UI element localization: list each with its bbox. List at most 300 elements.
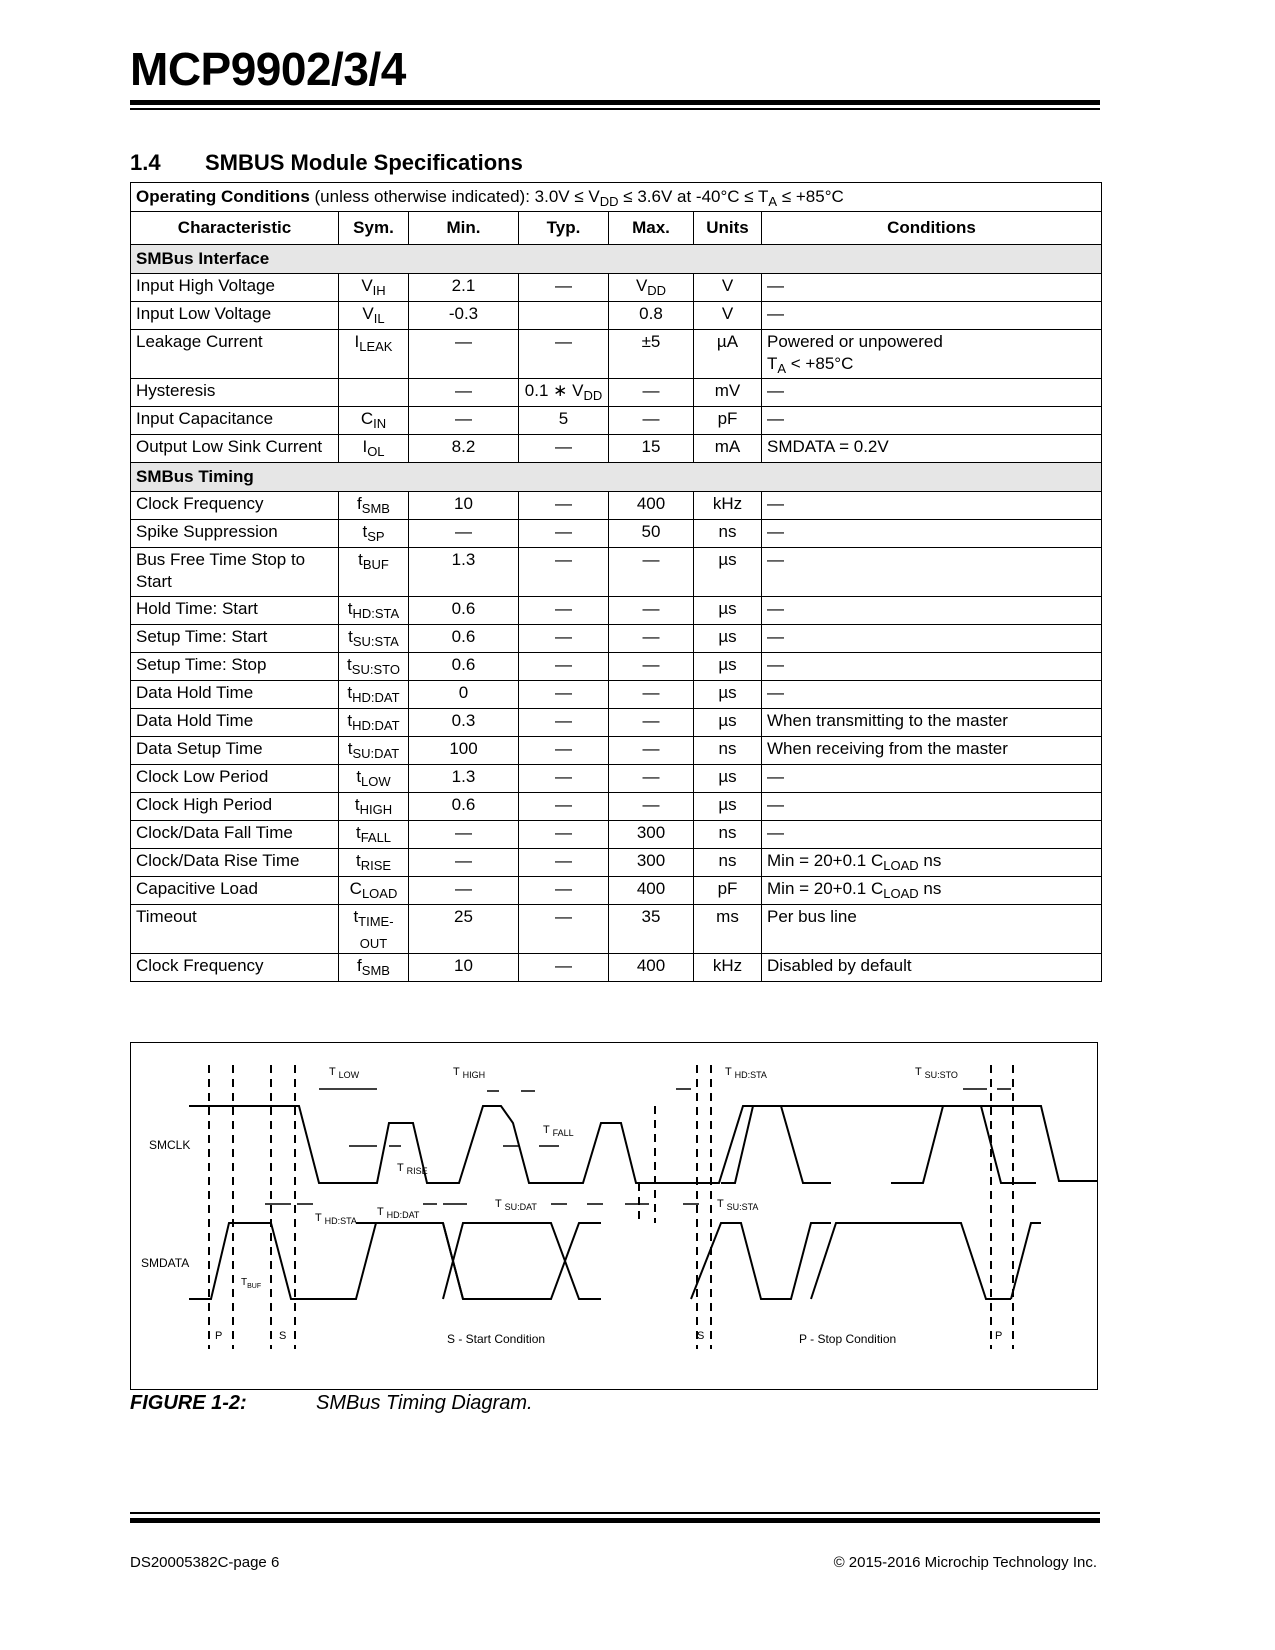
cond-sub: LOAD (883, 886, 919, 901)
symbol-text: t (348, 627, 353, 646)
cell-min: 1.3 (409, 548, 519, 597)
symbol-text: f (357, 956, 362, 975)
cell-symbol (339, 302, 409, 330)
cond-text: — (767, 627, 784, 646)
cell-max (609, 954, 694, 982)
symbol-sub: HD:STA (352, 606, 400, 621)
cell-characteristic: Timeout (131, 905, 339, 954)
symbol-text: t (355, 823, 361, 842)
cell-units: µA (694, 330, 762, 379)
cell-characteristic: Setup Time: Start (131, 625, 339, 653)
typ-text: — (555, 711, 572, 730)
figure-label: FIGURE 1-2: (130, 1392, 247, 1414)
cell-symbol (339, 737, 409, 765)
max-text: 400 (636, 879, 666, 898)
symbol-text: t (354, 795, 360, 814)
cell-max (609, 793, 694, 821)
max-sub: DD (647, 283, 667, 298)
table-row (131, 407, 1102, 435)
symbol-text: t (362, 522, 368, 541)
diagram-guides (209, 1065, 1013, 1349)
cell-max (609, 877, 694, 905)
cell-min: — (409, 849, 519, 877)
cell-characteristic: Bus Free Time Stop to Start (131, 548, 339, 597)
cell-units: kHz (694, 492, 762, 520)
cell-units: µs (694, 597, 762, 625)
p-label-left: P (215, 1330, 223, 1342)
max-text: 300 (636, 823, 666, 842)
cell-characteristic: Spike Suppression (131, 520, 339, 548)
max-text: — (642, 711, 660, 730)
cell-min: 2.1 (409, 274, 519, 302)
symbol-text: t (347, 655, 352, 674)
cond-text: — (767, 683, 784, 702)
cell-max (609, 681, 694, 709)
s-label-right: S (697, 1330, 705, 1342)
cell-typ (519, 302, 609, 330)
footer-rule-thick (130, 1518, 1100, 1523)
cell-conditions (762, 905, 1102, 954)
symbol-sub: OL (367, 444, 385, 459)
cell-units: µs (694, 625, 762, 653)
cell-min: 0.6 (409, 793, 519, 821)
symbol-text: t (355, 851, 361, 870)
operating-conditions-label: Operating Conditions (136, 187, 310, 206)
max-text: — (642, 683, 660, 702)
cell-typ (519, 379, 609, 407)
cell-typ (519, 737, 609, 765)
cell-units: ns (694, 737, 762, 765)
smbus-spec-table (130, 182, 1102, 982)
header-min: Min. (409, 212, 519, 245)
symbol-text: t (347, 683, 353, 702)
cell-units: ms (694, 905, 762, 954)
symbol-text: f (357, 494, 362, 513)
table-row (131, 737, 1102, 765)
symbol-sub: LOW (361, 774, 391, 789)
cell-min: 0 (409, 681, 519, 709)
cond2-sub: A (777, 361, 787, 376)
cell-min: — (409, 520, 519, 548)
timing-diagram-box (130, 1042, 1098, 1390)
cell-symbol (339, 407, 409, 435)
cell-conditions (762, 793, 1102, 821)
symbol-text: C (360, 409, 374, 428)
cell-units: ns (694, 520, 762, 548)
cell-conditions (762, 653, 1102, 681)
section-title: SMBUS Module Specifications (205, 150, 523, 175)
smdata-waveform-7 (1011, 1223, 1041, 1299)
symbol-text: t (353, 907, 359, 926)
symbol-text: t (347, 599, 353, 618)
header-units: Units (694, 212, 762, 245)
symbol-sub: SU:STA (352, 634, 399, 649)
cell-symbol (339, 765, 409, 793)
operating-conditions-text: ≤ 3.6V at -40°C ≤ T (618, 187, 769, 206)
cell-min: 25 (409, 905, 519, 954)
smclk-waveform-3 (891, 1106, 1036, 1183)
symbol-sub: SU:DAT (352, 746, 400, 761)
smbus-timing-diagram (131, 1043, 1097, 1389)
cell-symbol (339, 330, 409, 379)
symbol-text: I (354, 332, 360, 351)
max-text: — (642, 550, 660, 569)
section-number: 1.4 (130, 150, 161, 175)
symbol-sub: RISE (360, 858, 392, 873)
cell-units: kHz (694, 954, 762, 982)
table-row (131, 905, 1102, 954)
cell-characteristic: Clock Frequency (131, 954, 339, 982)
cell-conditions (762, 954, 1102, 982)
table-row (131, 597, 1102, 625)
cell-characteristic: Hysteresis (131, 379, 339, 407)
cell-symbol (339, 793, 409, 821)
typ-sub: DD (583, 388, 603, 403)
typ-text: — (555, 907, 572, 926)
figure-caption-text: SMBus Timing Diagram. (316, 1392, 533, 1414)
cell-typ (519, 407, 609, 435)
cell-conditions (762, 330, 1102, 379)
max-text: — (642, 409, 660, 428)
symbol-sub: SP (367, 529, 385, 544)
cell-characteristic: Data Setup Time (131, 737, 339, 765)
t-fall-label: T $_{FALL}$ (543, 1124, 574, 1138)
max-text: — (642, 381, 660, 400)
header-characteristic: Characteristic (131, 212, 339, 245)
cond-sub: LOAD (883, 858, 919, 873)
typ-text: — (555, 332, 572, 351)
p-label-right: P (995, 1330, 1003, 1342)
smclk-waveform (189, 1106, 1097, 1183)
cell-max (609, 737, 694, 765)
cell-units: V (694, 302, 762, 330)
table-row (131, 379, 1102, 407)
cell-min: 0.6 (409, 653, 519, 681)
table-row (131, 625, 1102, 653)
table-row (131, 330, 1102, 379)
cell-units: µs (694, 681, 762, 709)
t-hd-sta-label: T $_{HD:STA}$ (315, 1212, 357, 1226)
cell-symbol (339, 625, 409, 653)
cell-min: 0.6 (409, 625, 519, 653)
cell-symbol (339, 954, 409, 982)
cond-text: Min = 20+0.1 C (767, 879, 884, 898)
cell-units: mV (694, 379, 762, 407)
cond-text: Min = 20+0.1 C (767, 851, 884, 870)
table-row (131, 681, 1102, 709)
cell-conditions (762, 765, 1102, 793)
typ-text: — (555, 795, 572, 814)
cell-typ (519, 274, 609, 302)
operating-conditions-row (131, 183, 1102, 212)
t-high-label: T $_{HIGH}$ (453, 1066, 486, 1080)
cell-min: — (409, 877, 519, 905)
cell-min: -0.3 (409, 302, 519, 330)
cond-text: — (767, 550, 784, 569)
footer-copyright: © 2015-2016 Microchip Technology Inc. (833, 1554, 1097, 1571)
cell-typ (519, 653, 609, 681)
cell-characteristic: Data Hold Time (131, 681, 339, 709)
cell-symbol (339, 597, 409, 625)
table-row (131, 274, 1102, 302)
cell-typ (519, 849, 609, 877)
table-row (131, 793, 1102, 821)
table-row (131, 821, 1102, 849)
header-sym: Sym. (339, 212, 409, 245)
cell-min: 0.3 (409, 709, 519, 737)
cond-text: — (767, 304, 784, 323)
cell-conditions (762, 737, 1102, 765)
cell-typ (519, 793, 609, 821)
smclk-label: SMCLK (149, 1138, 191, 1152)
symbol-sub: HD:DAT (352, 718, 400, 733)
table-row (131, 849, 1102, 877)
cell-characteristic: Hold Time: Start (131, 597, 339, 625)
cell-symbol (339, 905, 409, 954)
cell-characteristic: Output Low Sink Current (131, 435, 339, 463)
symbol-text: C (349, 879, 362, 898)
table-row (131, 653, 1102, 681)
operating-conditions-sub: DD (599, 194, 619, 209)
cell-typ (519, 625, 609, 653)
symbol-text: I (362, 437, 368, 456)
symbol-sub: SMB (361, 501, 390, 516)
typ-text: — (555, 599, 572, 618)
cell-max (609, 520, 694, 548)
cell-conditions (762, 709, 1102, 737)
symbol-sub: LEAK (359, 339, 393, 354)
typ-text: — (555, 683, 572, 702)
cell-units: µs (694, 793, 762, 821)
cell-units: µs (694, 709, 762, 737)
symbol-text: V (362, 304, 374, 323)
cond-text: — (767, 494, 784, 513)
cell-max (609, 274, 694, 302)
footer-doc-id: DS20005382C-page 6 (130, 1554, 280, 1571)
symbol-sub: LOAD (361, 886, 398, 901)
cell-conditions (762, 597, 1102, 625)
cell-characteristic: Clock Low Period (131, 765, 339, 793)
typ-text: — (555, 879, 572, 898)
cell-min: 1.3 (409, 765, 519, 793)
t-buf-label: $T_{BUF}$ (241, 1277, 262, 1290)
cell-max (609, 379, 694, 407)
start-condition-label: S - Start Condition (447, 1332, 546, 1346)
cell-typ (519, 548, 609, 597)
max-text: — (642, 795, 660, 814)
cell-characteristic: Setup Time: Stop (131, 653, 339, 681)
header-conditions: Conditions (762, 212, 1102, 245)
typ-text: — (555, 851, 572, 870)
cell-max (609, 849, 694, 877)
cell-characteristic: Clock/Data Rise Time (131, 849, 339, 877)
symbol-sub: HIGH (359, 802, 393, 817)
cell-units: pF (694, 407, 762, 435)
cell-max (609, 435, 694, 463)
table-row (131, 709, 1102, 737)
cond-text: — (767, 655, 784, 674)
t-rise-label: T $_{RISE}$ (397, 1162, 428, 1176)
t-hd-sta-top-label: T $_{HD:STA}$ (725, 1066, 767, 1080)
group-header-row (131, 463, 1102, 492)
table-row (131, 302, 1102, 330)
cell-symbol (339, 379, 409, 407)
cell-symbol (339, 821, 409, 849)
typ-text: — (555, 522, 572, 541)
cell-characteristic: Clock High Period (131, 793, 339, 821)
table-row (131, 765, 1102, 793)
cell-characteristic: Input Low Voltage (131, 302, 339, 330)
t-hd-dat-label: T $_{HD:DAT}$ (377, 1206, 420, 1220)
max-text: — (642, 627, 660, 646)
max-text: 50 (641, 522, 661, 541)
document-title: MCP9902/3/4 (130, 43, 406, 95)
cond-text: — (767, 599, 784, 618)
cell-conditions (762, 302, 1102, 330)
cell-min: — (409, 330, 519, 379)
symbol-sub: IH (372, 283, 386, 298)
cell-typ (519, 330, 609, 379)
cond-text: — (767, 522, 784, 541)
stop-condition-label: P - Stop Condition (799, 1332, 897, 1346)
typ-text: — (555, 739, 572, 758)
cond-text: Disabled by default (767, 956, 912, 975)
cell-symbol (339, 709, 409, 737)
cell-symbol (339, 548, 409, 597)
smdata-waveform-4 (443, 1223, 601, 1299)
cell-conditions (762, 821, 1102, 849)
cell-conditions (762, 625, 1102, 653)
cell-min: 10 (409, 492, 519, 520)
cell-units: µs (694, 653, 762, 681)
symbol-text: t (356, 767, 362, 786)
t-su-dat-label: T $_{SU:DAT}$ (495, 1198, 537, 1212)
cell-typ (519, 492, 609, 520)
smclk-waveform-2 (721, 1106, 831, 1183)
cell-max (609, 709, 694, 737)
cell-min: 8.2 (409, 435, 519, 463)
cell-max (609, 821, 694, 849)
symbol-sub: HD:DAT (352, 690, 400, 705)
header-max: Max. (609, 212, 694, 245)
cell-conditions (762, 379, 1102, 407)
typ-text: 5 (558, 409, 569, 428)
cell-symbol (339, 492, 409, 520)
cond-text: When receiving from the master (767, 739, 1008, 758)
typ-text: — (555, 276, 572, 295)
cell-min: 10 (409, 954, 519, 982)
header-typ: Typ. (519, 212, 609, 245)
typ-text: — (555, 655, 572, 674)
table-row (131, 492, 1102, 520)
diagram-waveforms (189, 1065, 1097, 1349)
cell-characteristic: Input High Voltage (131, 274, 339, 302)
symbol-text: t (347, 711, 353, 730)
typ-text: — (555, 823, 572, 842)
header-rule-thin (130, 108, 1100, 110)
t-su-sto-label: T $_{SU:STO}$ (915, 1066, 958, 1080)
t-low-label: T $_{LOW}$ (329, 1066, 360, 1080)
table-row (131, 954, 1102, 982)
t-su-sta-label: T $_{SU:STA}$ (717, 1198, 759, 1212)
header-rule-thick (130, 100, 1100, 105)
operating-conditions-sub: A (768, 194, 778, 209)
cell-conditions (762, 681, 1102, 709)
cell-max (609, 905, 694, 954)
cell-max (609, 330, 694, 379)
cond-text: — (767, 381, 784, 400)
cell-conditions (762, 849, 1102, 877)
symbol-sub: BUF (362, 557, 389, 572)
cell-typ (519, 520, 609, 548)
cell-max (609, 625, 694, 653)
max-text: — (642, 739, 660, 758)
smdata-waveform-6 (811, 1223, 1011, 1299)
cell-min: — (409, 821, 519, 849)
cell-typ (519, 709, 609, 737)
cell-units: ns (694, 821, 762, 849)
cell-typ (519, 905, 609, 954)
cell-max (609, 407, 694, 435)
cell-min: 0.6 (409, 597, 519, 625)
smdata-waveform (189, 1223, 463, 1299)
typ-text: — (555, 956, 572, 975)
typ-text: — (555, 550, 572, 569)
table-row (131, 520, 1102, 548)
symbol-sub: IN (373, 416, 387, 431)
typ-text: — (555, 437, 572, 456)
cell-max (609, 302, 694, 330)
symbol-sub: SU:STO (351, 662, 400, 677)
max-text: ±5 (641, 332, 661, 351)
smdata-waveform-3 (443, 1223, 601, 1299)
cell-conditions (762, 548, 1102, 597)
cell-characteristic: Clock Frequency (131, 492, 339, 520)
cond-text: SMDATA = 0.2V (767, 437, 889, 456)
cond-text: — (767, 767, 784, 786)
cell-typ (519, 821, 609, 849)
cond-rest: ns (918, 879, 942, 898)
cell-symbol (339, 877, 409, 905)
cell-conditions (762, 877, 1102, 905)
typ-text: 0.1 ∗ V (524, 381, 584, 400)
max-text: 35 (641, 907, 661, 926)
group-header-row (131, 245, 1102, 274)
max-text: — (642, 767, 660, 786)
s-label-left: S (279, 1330, 287, 1342)
operating-conditions-text: ≤ +85°C (777, 187, 844, 206)
cell-max (609, 492, 694, 520)
smdata-label: SMDATA (141, 1256, 190, 1270)
cell-symbol (339, 520, 409, 548)
cell-characteristic: Clock/Data Fall Time (131, 821, 339, 849)
table-header-row (131, 212, 1102, 245)
cond-text: Per bus line (767, 907, 857, 926)
cell-units: mA (694, 435, 762, 463)
max-text: 400 (636, 956, 666, 975)
max-text: 300 (636, 851, 666, 870)
cell-max (609, 548, 694, 597)
cell-min: 100 (409, 737, 519, 765)
cond-text: — (767, 823, 784, 842)
operating-conditions-cell (131, 183, 1102, 212)
max-text: 0.8 (639, 304, 663, 323)
cell-typ (519, 435, 609, 463)
table-row (131, 435, 1102, 463)
typ-text: — (555, 627, 572, 646)
cell-units: V (694, 274, 762, 302)
cell-max (609, 765, 694, 793)
